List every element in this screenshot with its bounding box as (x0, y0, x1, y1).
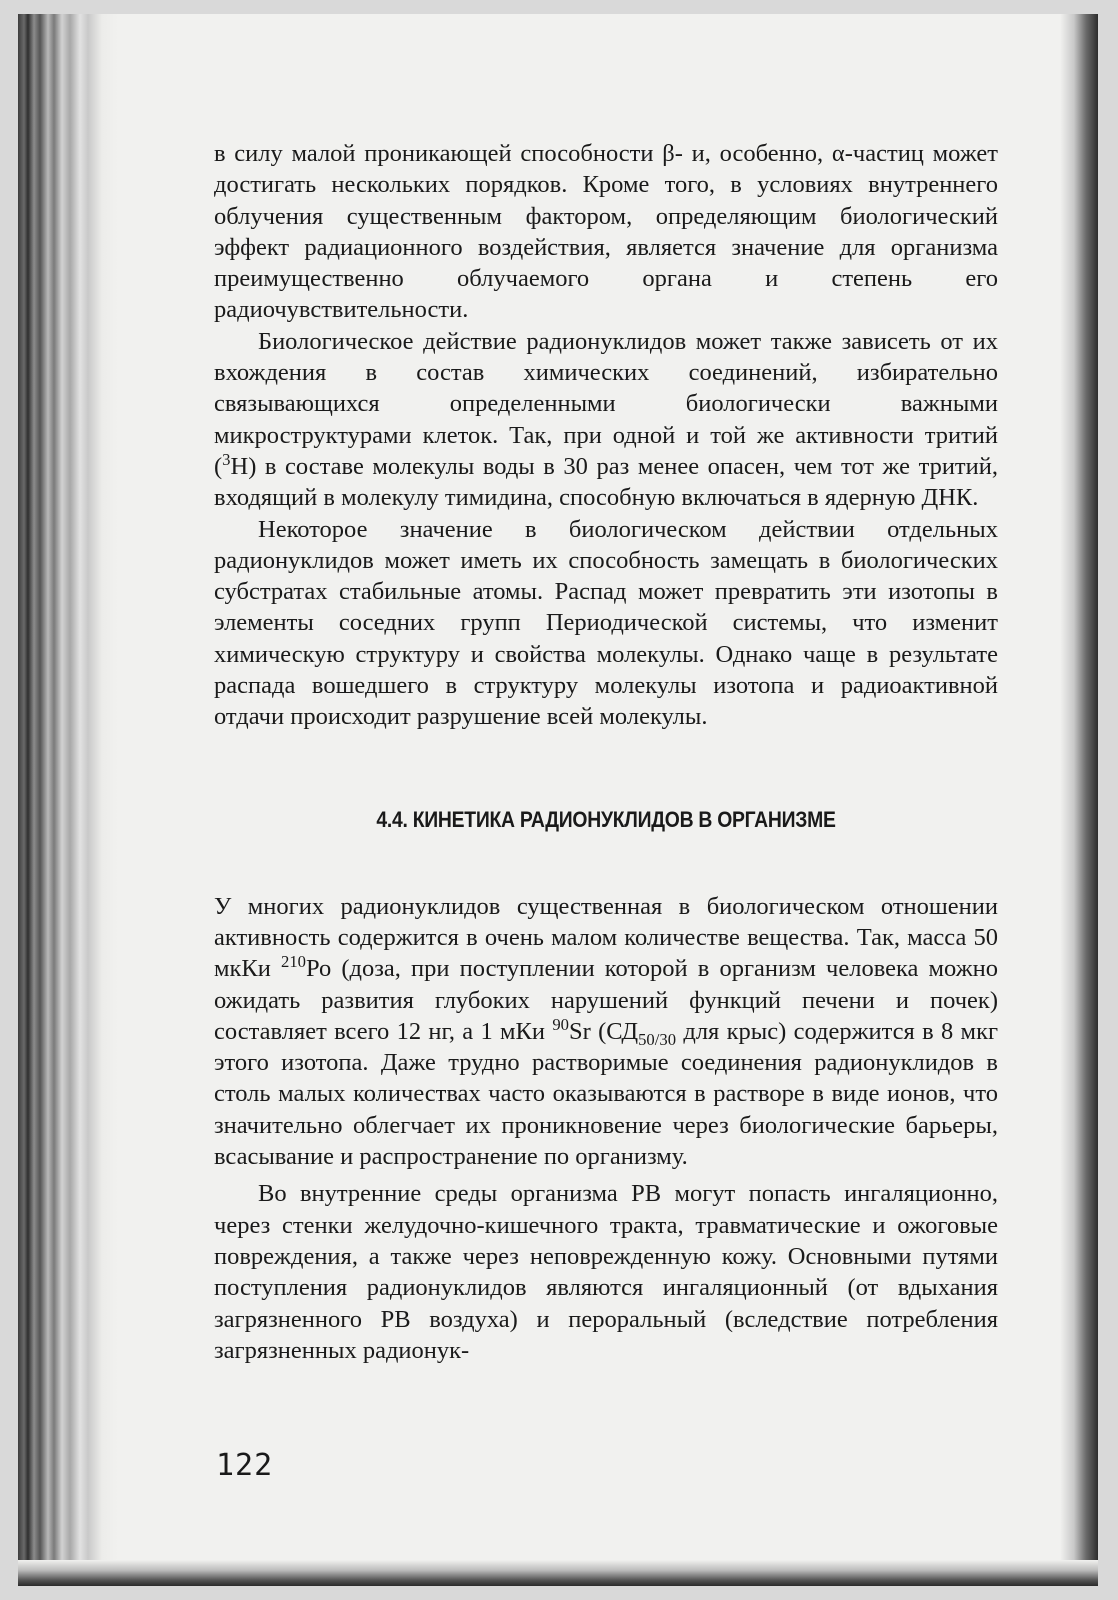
paragraph-2-text-b: Н) в составе молекулы воды в 30 раз менее опасен, чем тот же тритий, входящий в молекулу тимидина, способную включаться в ядерную ДНК. (214, 452, 998, 512)
page-right-edge (1060, 14, 1098, 1586)
paragraph-5: Во внутренние среды организма РВ могут попасть ингаляционно, через стенки желудочно-кишечного тракта, травматические и ожоговые повреждения, а также через неповрежденную кожу. Основными путями поступления радионуклидов являются ингаляционный (от вдыхания загрязненного РВ воздуха) и пероральный (вследствие потребления загрязненных радионук- (214, 1180, 998, 1364)
book-binding-gutter (18, 14, 118, 1586)
paragraph-2 (214, 326, 998, 514)
paragraph-4-text-b: Ро (доза, при поступлении которой в организм человека можно ожидать развития глубоких нарушений функций печени и почек) составляет всего 12 нг, а 1 мКи (214, 955, 998, 1045)
page-number: 122 (216, 1448, 274, 1483)
page-content (214, 138, 998, 1366)
page-bottom-edge (18, 1560, 1098, 1586)
subscript-ld-index: 50/30 (638, 1029, 677, 1049)
paragraph-4-text-c: Sr (СД (568, 1017, 639, 1045)
paragraph-3: Некоторое значение в биологическом действии отдельных радионуклидов может иметь их способность замещать в биологических субстратах стабильные атомы. Распад может превратить эти изотопы в элементы соседних групп Периодической системы, что изменит химическую структуру и свойства молекулы. Однако чаще в результате распада вошедшего в структуру молекулы изотопа и радиоактивной отдачи происходит разрушение всей молекулы. (214, 515, 998, 731)
section-heading: 4.4. КИНЕТИКА РАДИОНУКЛИДОВ В ОРГАНИЗМЕ (376, 806, 836, 832)
paragraph-4-text-d: для крыс) содержится в 8 мкг этого изотопа. Даже трудно растворимые соединения радионуклидов в столь малых количествах часто оказываются в растворе в виде ионов, что значительно облегчает их проникновение через биологические барьеры, всасывание и распространение по организму. (214, 1017, 999, 1171)
superscript-mass-number-polonium: 210 (281, 952, 306, 972)
paragraph-2-text-a: Биологическое действие радионуклидов может также зависеть от их вхождения в состав химических соединений, избирательно связывающихся определенными биологически важными микроструктурами клеток. Так, при одной и той же активности тритий ( (214, 327, 998, 480)
book-page (18, 14, 1098, 1586)
paragraph-4-text-a: У многих радионуклидов существенная в биологическом отношении активность содержится в очень малом количестве вещества. Так, масса 50 мкКи (214, 892, 998, 983)
paragraph-4 (214, 891, 998, 1173)
superscript-mass-number-tritium: 3 (222, 449, 231, 469)
paragraph-1: в силу малой проникающей способности β- и, особенно, α-частиц может достигать нескольких порядков. Кроме того, в условиях внутреннего облучения существенным фактором, определяющим биологический эффект радиационного воздействия, является значение для организма преимущественно облучаемого органа и степень его радиочувствительности. (214, 140, 998, 324)
superscript-mass-number-strontium: 90 (552, 1014, 569, 1034)
